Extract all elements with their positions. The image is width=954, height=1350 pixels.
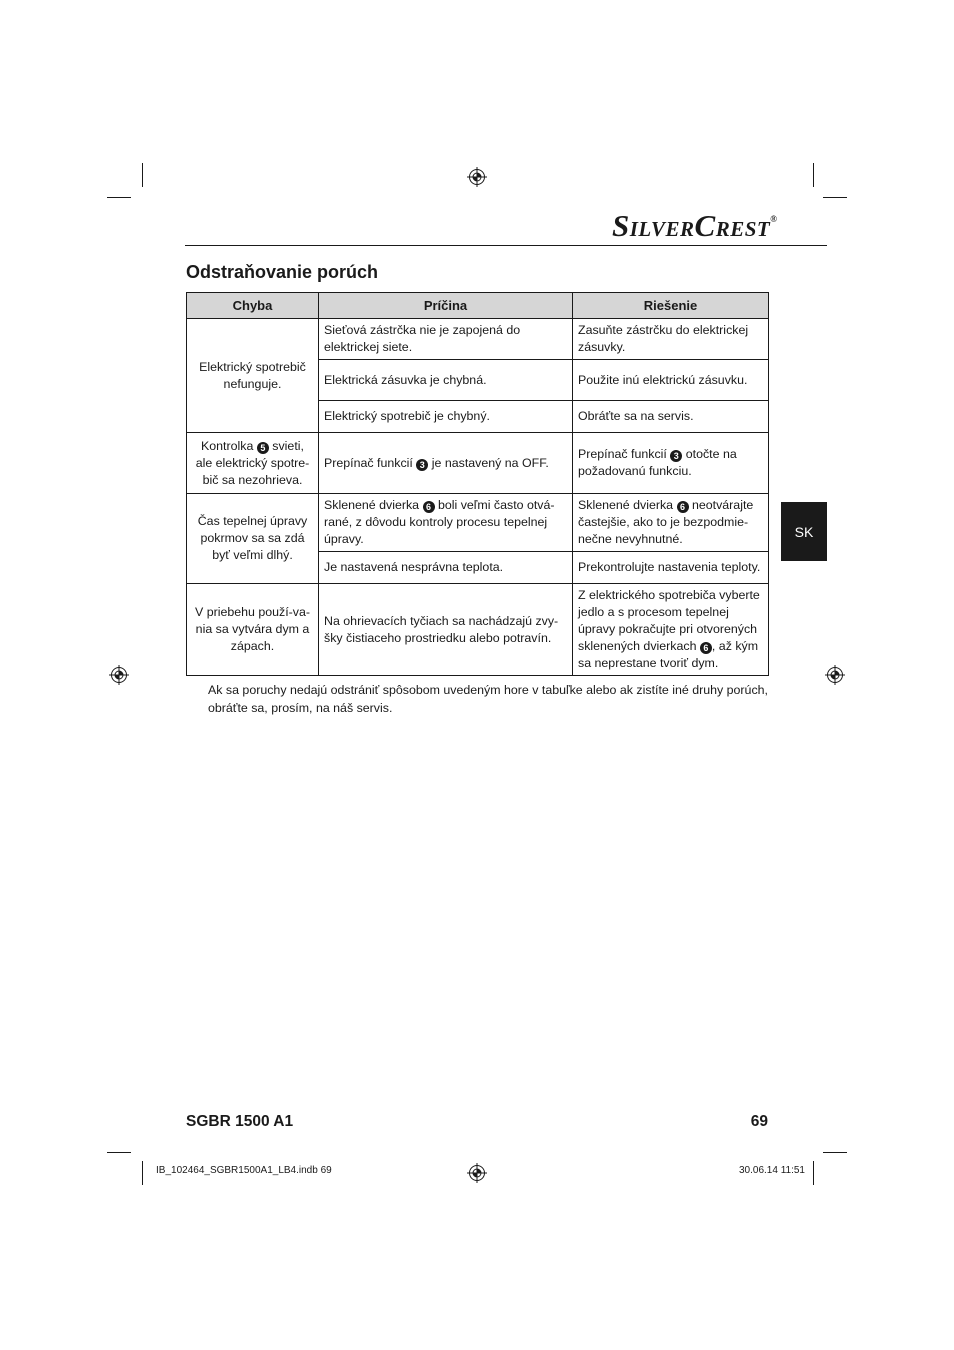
crop-mark (142, 163, 143, 187)
registration-mark-icon (467, 1163, 487, 1183)
table-row (187, 319, 769, 360)
cause-cell: Je nastavená nesprávna teplota. (319, 552, 573, 584)
solution-text: otočte na požadovanú funkciu. (578, 447, 737, 478)
solution-text: Z elektrického spotrebiča vyberte jedlo a s procesom tepelnej úpravy pokračujte pri otvorených sklenených dvierkach (578, 588, 760, 653)
number-6-icon: 6 (677, 501, 689, 513)
page-number: 69 (750, 1113, 768, 1130)
file-slug: IB_102464_SGBR1500A1_LB4.indb 69 (156, 1165, 332, 1176)
cause-cell: Elektrický spotrebič je chybný. (319, 401, 573, 433)
fault-cell (187, 433, 319, 494)
cause-text: boli veľmi často otvá-rané, z dôvodu kontroly procesu tepelnej úpravy. (324, 498, 555, 546)
brand-letters: REST (715, 217, 771, 241)
solution-cell (573, 433, 769, 494)
brand-letter: S (612, 208, 630, 243)
fault-cell: V priebehu použí-va-nia sa vytvára dym a zápach. (187, 584, 319, 676)
model-number: SGBR 1500 A1 (186, 1113, 294, 1130)
column-header-solution: Riešenie (573, 293, 769, 319)
crop-mark (823, 197, 847, 198)
column-header-fault: Chyba (187, 293, 319, 319)
crop-mark (823, 1152, 847, 1153)
trademark-symbol: ® (770, 214, 778, 224)
cause-cell: Na ohrievacích tyčiach sa nachádzajú zvy-šky čistiaceho prostriedku alebo potravín. (319, 584, 573, 676)
troubleshooting-table (186, 292, 769, 676)
solution-text: Prepínač funkcií (578, 447, 667, 461)
service-note: Ak sa poruchy nedajú odstrániť spôsobom uvedeným hore v tabuľke alebo ak zistíte iné druhy porúch, obráťte sa, prosím, na náš servis. (208, 683, 768, 715)
number-6-icon: 6 (423, 501, 435, 513)
header-rule (185, 245, 827, 246)
table-row (187, 494, 769, 552)
solution-cell: Zasuňte zástrčku do elektrickej zásuvky. (573, 319, 769, 360)
section-title: Odstraňovanie porúch (186, 262, 379, 282)
brand-letters: ILVER (629, 217, 695, 241)
solution-text: , až kým sa neprestane tvoriť dym. (578, 639, 759, 670)
registration-mark-icon (467, 167, 487, 187)
cause-cell (319, 433, 573, 494)
date-slug: 30.06.14 11:51 (739, 1165, 805, 1176)
solution-cell (573, 494, 769, 552)
table-row (187, 584, 769, 676)
crop-mark (142, 1161, 143, 1185)
number-3-icon: 3 (416, 459, 428, 471)
cause-cell (319, 494, 573, 552)
fault-text: svieti, ale elektrický spotre-bič sa nezohrieva. (195, 438, 310, 487)
solution-cell: Obráťte sa na servis. (573, 401, 769, 433)
crop-mark (813, 1161, 814, 1185)
crop-mark (107, 1152, 131, 1153)
crop-mark (107, 197, 131, 198)
solution-text: Sklenené dvierka (578, 498, 674, 512)
cause-text: Prepínač funkcií (324, 455, 413, 470)
solution-cell: Prekontrolujte nastavenia teploty. (573, 552, 769, 584)
registration-mark-icon (825, 665, 845, 685)
fault-cell: Čas tepelnej úpravy pokrmov sa sa zdá byť veľmi dlhý. (187, 494, 319, 584)
number-6-icon: 6 (700, 642, 712, 654)
cause-text: je nastavený na OFF. (431, 455, 549, 470)
cause-cell: Sieťová zástrčka nie je zapojená do elektrickej siete. (319, 319, 573, 360)
registration-mark-icon (109, 665, 129, 685)
solution-cell: Použite inú elektrickú zásuvku. (573, 360, 769, 401)
brand-letter: C (694, 208, 716, 243)
table-row (187, 433, 769, 494)
number-5-icon: 5 (257, 442, 269, 454)
fault-cell: Elektrický spotrebič nefunguje. (187, 319, 319, 433)
column-header-cause: Príčina (319, 293, 573, 319)
fault-text: Kontrolka (201, 438, 254, 453)
solution-cell (573, 584, 769, 676)
cause-text: Sklenené dvierka (324, 498, 420, 512)
number-3-icon: 3 (670, 450, 682, 462)
crop-mark (813, 163, 814, 187)
language-tab: SK (781, 502, 827, 561)
table-header-row (187, 293, 769, 319)
brand-logo (612, 208, 778, 243)
cause-cell: Elektrická zásuvka je chybná. (319, 360, 573, 401)
solution-text: neotvárajte častejšie, ako to je bezpodmie-nečne nevyhnutné. (578, 498, 754, 546)
